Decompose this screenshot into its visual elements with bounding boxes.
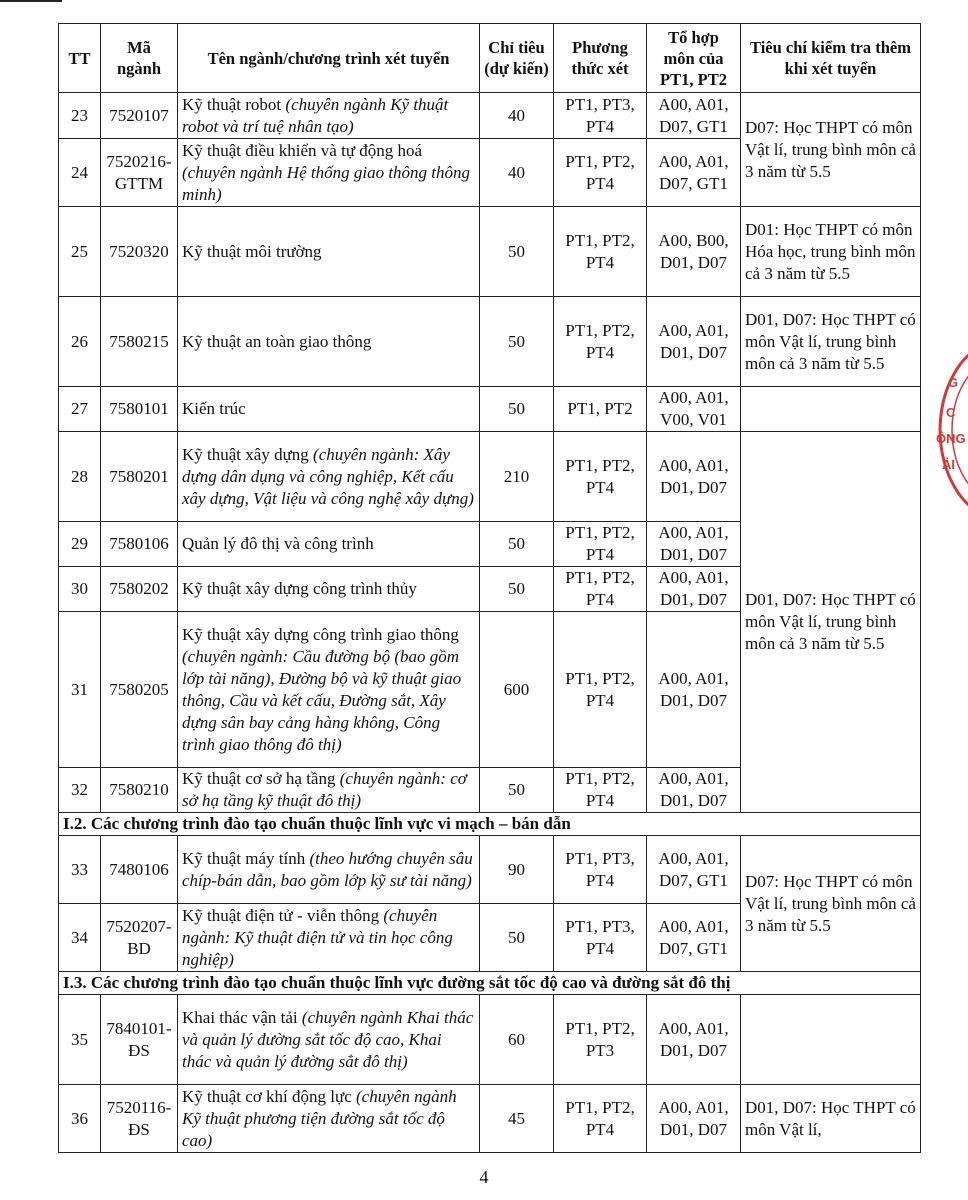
cell-quota: 50: [480, 387, 554, 432]
cell-method: PT1, PT2: [554, 387, 647, 432]
cell-method: PT1, PT2, PT4: [554, 567, 647, 612]
header-code: Mã ngành: [101, 24, 178, 93]
program-name: Quản lý đô thị và công trình: [182, 534, 374, 553]
header-criteria: Tiêu chí kiểm tra thêm khi xét tuyển: [741, 24, 921, 93]
cell-code: 7520216-GTTM: [101, 139, 178, 207]
cell-combo: A00, A01, D01, D07: [647, 1085, 741, 1153]
program-name: Kỹ thuật xây dựng: [182, 444, 314, 464]
cell-method: PT1, PT2, PT4: [554, 139, 647, 207]
stamp-text-2: C: [946, 405, 956, 420]
cell-name: [178, 567, 480, 612]
cell-quota: 50: [480, 768, 554, 813]
table-row: [59, 387, 921, 432]
table-row: [59, 297, 921, 387]
admission-table: [58, 23, 921, 1153]
cell-tt: 30: [59, 567, 101, 612]
table-row: [59, 1085, 921, 1153]
program-name: Khai thác vận tải: [182, 1007, 302, 1027]
cell-name: [178, 522, 480, 567]
cell-method: PT1, PT2, PT4: [554, 1085, 647, 1153]
cell-method: PT1, PT2, PT3: [554, 995, 647, 1085]
program-specialization: (chuyên ngành Khai thác và quản lý đường sắt tốc độ cao, Khai thác và quản lý đường sắt đô thị): [182, 1007, 474, 1071]
cell-code: 7480106: [101, 836, 178, 904]
cell-combo: A00, A01, D01, D07: [647, 612, 741, 768]
program-specialization: (chuyên ngành Kỹ thuật robot và trí tuệ nhân tạo): [182, 94, 449, 136]
cell-combo: A00, A01, D01, D07: [647, 432, 741, 522]
cell-method: PT1, PT2, PT4: [554, 768, 647, 813]
cell-method: PT1, PT2, PT4: [554, 432, 647, 522]
cell-quota: 40: [480, 93, 554, 139]
cell-name: [178, 904, 480, 972]
stamp-text-1: G: [948, 375, 959, 390]
cell-criteria: D01: Học THPT có môn Hóa học, trung bình môn cả 3 năm từ 5.5: [741, 207, 921, 297]
cell-tt: 24: [59, 139, 101, 207]
cell-quota: 600: [480, 612, 554, 768]
section-row: [59, 972, 921, 995]
cell-combo: A00, A01, D07, GT1: [647, 836, 741, 904]
cell-name: [178, 387, 480, 432]
cell-code: 7580202: [101, 567, 178, 612]
program-name: Kỹ thuật cơ sở hạ tầng: [182, 769, 340, 788]
cell-method: PT1, PT3, PT4: [554, 836, 647, 904]
cell-combo: A00, A01, D07, GT1: [647, 904, 741, 972]
cell-quota: 45: [480, 1085, 554, 1153]
cell-tt: 26: [59, 297, 101, 387]
stamp-text-3: ÔNG: [936, 431, 966, 446]
program-specialization: (chuyên ngành Hệ thống giao thông thông minh): [182, 162, 471, 204]
program-name: Kỹ thuật xây dựng công trình thủy: [182, 579, 417, 598]
cell-criteria: D07: Học THPT có môn Vật lí, trung bình môn cả 3 năm từ 5.5: [741, 93, 921, 207]
cell-tt: 27: [59, 387, 101, 432]
cell-method: PT1, PT2, PT4: [554, 612, 647, 768]
cell-code: 7520107: [101, 93, 178, 139]
table-row: [59, 207, 921, 297]
cell-quota: 60: [480, 995, 554, 1085]
cell-quota: 90: [480, 836, 554, 904]
cell-combo: A00, B00, D01, D07: [647, 207, 741, 297]
cell-name: [178, 1085, 480, 1153]
cell-code: 7520320: [101, 207, 178, 297]
table-header-row: [59, 24, 921, 93]
stamp-text-4: ẢI: [942, 457, 955, 472]
cell-combo: A00, A01, D01, D07: [647, 768, 741, 813]
cell-criteria: D07: Học THPT có môn Vật lí, trung bình môn cả 3 năm từ 5.5: [741, 836, 921, 972]
program-specialization: (chuyên ngành: Xây dựng dân dụng và công nghiệp, Kết cấu xây dựng, Vật liệu và công nghệ xây dựng): [182, 444, 474, 508]
cell-criteria-empty: [741, 387, 921, 432]
cell-combo: A00, A01, V00, V01: [647, 387, 741, 432]
cell-method: PT1, PT3, PT4: [554, 904, 647, 972]
cell-quota: 50: [480, 207, 554, 297]
program-specialization: (theo hướng chuyên sâu chíp-bán dẫn, bao gồm lớp kỹ sư tài năng): [182, 848, 473, 890]
header-name: Tên ngành/chương trình xét tuyển: [178, 24, 480, 93]
cell-criteria: D01, D07: Học THPT có môn Vật lí,: [741, 1085, 921, 1153]
official-stamp-fragment: [920, 335, 968, 525]
cell-code: 7580215: [101, 297, 178, 387]
cell-method: PT1, PT3, PT4: [554, 93, 647, 139]
cell-name: [178, 93, 480, 139]
cell-quota: 40: [480, 139, 554, 207]
cell-tt: 33: [59, 836, 101, 904]
cell-name: [178, 207, 480, 297]
cell-combo: A00, A01, D01, D07: [647, 995, 741, 1085]
program-name: Kỹ thuật máy tính: [182, 848, 310, 868]
program-specialization: (chuyên ngành: cơ sở hạ tầng kỹ thuật đô thị): [182, 769, 467, 810]
section-heading: I.2. Các chương trình đào tạo chuẩn thuộc lĩnh vực vi mạch – bán dẫn: [59, 813, 921, 836]
table-row: [59, 432, 921, 522]
cell-tt: 32: [59, 768, 101, 813]
cell-tt: 31: [59, 612, 101, 768]
cell-tt: 25: [59, 207, 101, 297]
cell-name: [178, 995, 480, 1085]
cell-method: PT1, PT2, PT4: [554, 297, 647, 387]
cell-name: [178, 768, 480, 813]
cell-name: [178, 432, 480, 522]
cell-method: PT1, PT2, PT4: [554, 522, 647, 567]
cell-tt: 34: [59, 904, 101, 972]
cell-code: 7840101-ĐS: [101, 995, 178, 1085]
program-name: Kỹ thuật xây dựng công trình giao thông: [182, 624, 459, 644]
table-row: [59, 93, 921, 139]
cell-combo: A00, A01, D01, D07: [647, 567, 741, 612]
cell-tt: 28: [59, 432, 101, 522]
header-method: Phương thức xét: [554, 24, 647, 93]
cell-name: [178, 612, 480, 768]
program-name: Kỹ thuật môi trường: [182, 241, 322, 261]
cell-code: 7520207-BD: [101, 904, 178, 972]
table-row: [59, 995, 921, 1085]
cell-tt: 23: [59, 93, 101, 139]
program-name: Kỹ thuật điện tử - viễn thông: [182, 905, 384, 925]
cell-criteria: D01, D07: Học THPT có môn Vật lí, trung bình môn cả 3 năm từ 5.5: [741, 432, 921, 813]
header-quota: Chỉ tiêu (dự kiến): [480, 24, 554, 93]
program-name: Kỹ thuật điều khiển và tự động hoá: [182, 140, 423, 160]
cell-quota: 50: [480, 522, 554, 567]
cell-code: 7580210: [101, 768, 178, 813]
cell-code: 7520116-ĐS: [101, 1085, 178, 1153]
program-name: Kỹ thuật cơ khí động lực: [182, 1086, 357, 1106]
cell-name: [178, 836, 480, 904]
section-row: [59, 813, 921, 836]
cell-quota: 50: [480, 567, 554, 612]
cell-combo: A00, A01, D01, D07: [647, 522, 741, 567]
program-specialization: (chuyên ngành: Kỹ thuật điện tử và tin học công nghiệp): [182, 905, 453, 969]
header-combo: Tổ hợp môn của PT1, PT2: [647, 24, 741, 93]
cell-combo: A00, A01, D01, D07: [647, 297, 741, 387]
cell-criteria-empty: [741, 995, 921, 1085]
cell-quota: 50: [480, 297, 554, 387]
cell-tt: 35: [59, 995, 101, 1085]
program-name: Kỹ thuật an toàn giao thông: [182, 331, 372, 351]
section-heading: I.3. Các chương trình đào tạo chuẩn thuộc lĩnh vực đường sắt tốc độ cao và đường sắt đô thị: [59, 972, 921, 995]
table-row: [59, 836, 921, 904]
cell-tt: 36: [59, 1085, 101, 1153]
program-specialization: (chuyên ngành: Cầu đường bộ (bao gồm lớp tài năng), Đường bộ và kỹ thuật giao thông, Cầu và kết cấu, Đường sắt, Xây dựng sân bay cảng hàng không, Công trình giao thông đô thị): [182, 646, 462, 754]
cell-code: 7580106: [101, 522, 178, 567]
cell-method: PT1, PT2, PT4: [554, 207, 647, 297]
cell-quota: 50: [480, 904, 554, 972]
cell-combo: A00, A01, D07, GT1: [647, 139, 741, 207]
top-rule: [0, 0, 62, 2]
cell-code: 7580205: [101, 612, 178, 768]
cell-name: [178, 139, 480, 207]
page-number: 4: [479, 1167, 489, 1187]
cell-criteria: D01, D07: Học THPT có môn Vật lí, trung bình môn cả 3 năm từ 5.5: [741, 297, 921, 387]
program-name: Kiến trúc: [182, 399, 246, 418]
program-specialization: (chuyên ngành Kỹ thuật phương tiện đường sắt tốc độ cao): [182, 1086, 457, 1150]
cell-tt: 29: [59, 522, 101, 567]
cell-quota: 210: [480, 432, 554, 522]
cell-code: 7580101: [101, 387, 178, 432]
stamp-icon: [920, 335, 968, 525]
cell-name: [178, 297, 480, 387]
cell-code: 7580201: [101, 432, 178, 522]
program-name: Kỹ thuật robot: [182, 94, 286, 114]
cell-combo: A00, A01, D07, GT1: [647, 93, 741, 139]
header-tt: TT: [59, 24, 101, 93]
